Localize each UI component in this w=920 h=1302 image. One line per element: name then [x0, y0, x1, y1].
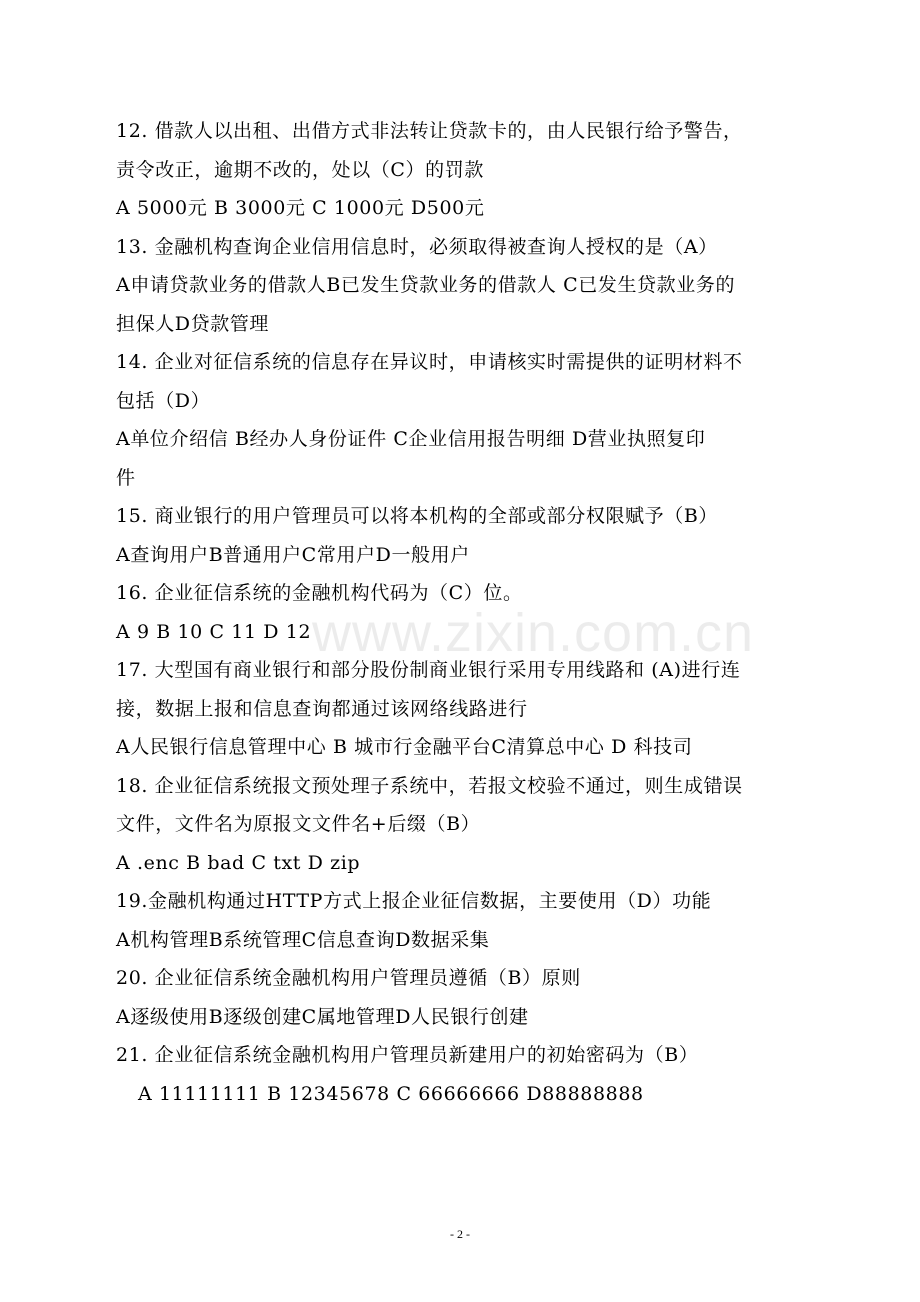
watermark: www.zixin.com.cn	[312, 603, 755, 663]
q12-line-2: 责令改正，逾期不改的，处以（C）的罚款	[116, 158, 484, 181]
q13-options-2: 担保人D贷款管理	[116, 312, 270, 335]
q20-options: A逐级使用B逐级创建C属地管理D人民银行创建	[116, 1005, 529, 1028]
q17-line-1: 17. 大型国有商业银行和部分股份制商业银行采用专用线路和 (A)进行连	[116, 659, 741, 681]
document-body	[116, 112, 816, 1113]
q20-line-1: 20. 企业征信系统金融机构用户管理员遵循（B）原则	[116, 967, 581, 989]
q17-line-2: 接，数据上报和信息查询都通过该网络线路进行	[116, 697, 528, 720]
q16-line-1: 16. 企业征信系统的金融机构代码为（C）位。	[116, 582, 523, 604]
q17-options: A人民银行信息管理中心 B 城市行金融平台C清算总中心 D 科技司	[116, 736, 693, 758]
q18-options: A .enc B bad C txt D zip	[116, 851, 361, 874]
q12-options: A 5000元 B 3000元 C 1000元 D500元	[116, 197, 485, 219]
q13-line-1: 13. 金融机构查询企业信用信息时，必须取得被查询人授权的是（A）	[116, 235, 718, 258]
q13-options-1: A申请贷款业务的借款人B已发生贷款业务的借款人 C已发生贷款业务的	[116, 274, 736, 296]
q14-options-1: A单位介绍信 B经办人身份证件 C企业信用报告明细 D营业执照复印	[116, 428, 706, 450]
q15-options: A查询用户B普通用户C常用户D一般用户	[116, 543, 470, 566]
q16-options: A 9 B 10 C 11 D 12	[116, 620, 312, 643]
page-number: - 2 -	[450, 1227, 470, 1241]
q14-line-2: 包括（D）	[116, 389, 211, 412]
q12-line-1: 12. 借款人以出租、出借方式非法转让贷款卡的，由人民银行给予警告，	[116, 120, 743, 142]
q19-options: A机构管理B系统管理C信息查询D数据采集	[116, 928, 490, 951]
q21-options: A 11111111 B 12345678 C 66666666 D88888888	[138, 1082, 644, 1105]
q19-line-1: 19.金融机构通过HTTP方式上报企业征信数据，主要使用（D）功能	[116, 890, 712, 912]
q14-line-1: 14. 企业对征信系统的信息存在异议时，申请核实时需提供的证明材料不	[116, 351, 743, 373]
q18-line-1: 18. 企业征信系统报文预处理子系统中，若报文校验不通过，则生成错误	[116, 774, 743, 797]
q21-line-1: 21. 企业征信系统金融机构用户管理员新建用户的初始密码为（B）	[116, 1044, 699, 1066]
q15-line-1: 15. 商业银行的用户管理员可以将本机构的全部或部分权限赋予（B）	[116, 505, 719, 527]
q14-options-2: 件	[116, 466, 136, 489]
q18-line-2: 文件，文件名为原报文文件名+后缀（B）	[116, 813, 481, 835]
